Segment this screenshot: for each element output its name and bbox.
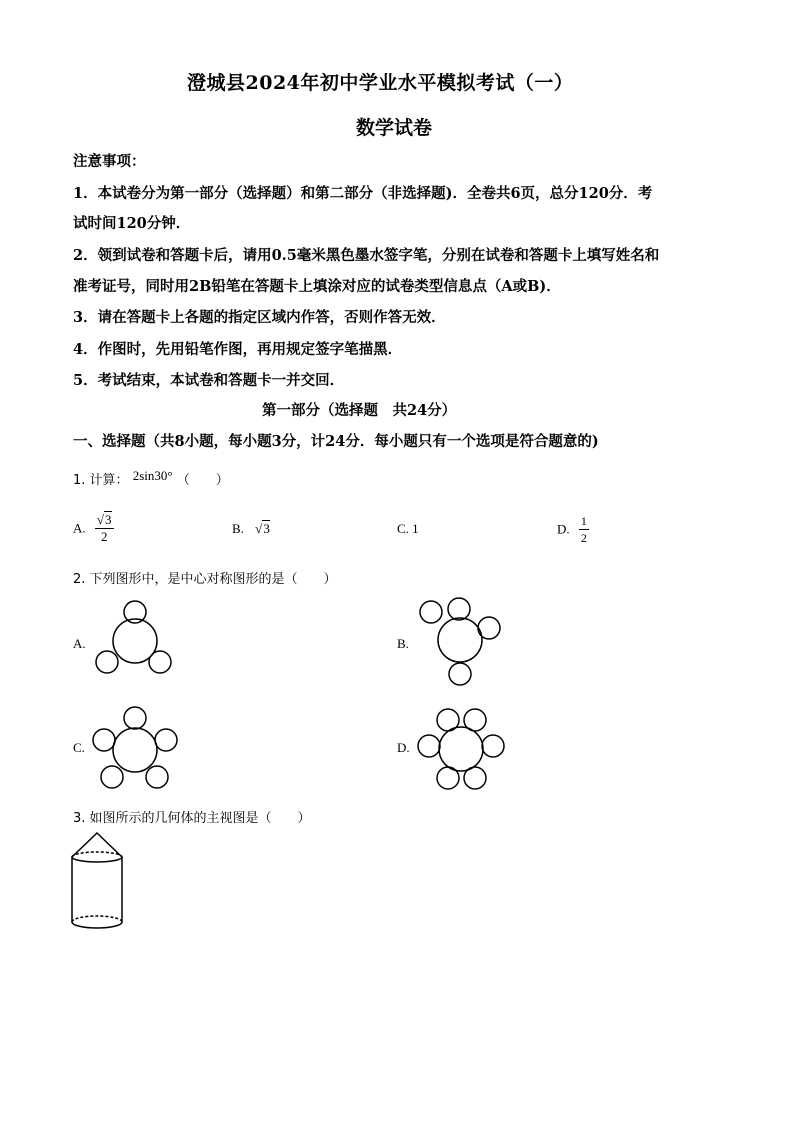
part1-title: 第一部分（选择题 共24分） <box>262 402 457 419</box>
notice-line-3: 2．领到试卷和答题卡后，请用0.5毫米黑色墨水签字笔，分别在试卷和答题卡上填写姓名和 <box>73 247 660 264</box>
q1-option-b-label: B. <box>232 521 244 536</box>
q3-stem: 3. 如图所示的几何体的主视图是（ ） <box>73 811 311 826</box>
q1-expression: 2sin30° <box>132 468 173 483</box>
q2-stem: 2. 下列图形中，是中心对称图形的是（ ） <box>73 572 337 587</box>
q2-option-a-label: A. <box>73 636 86 651</box>
q1-option-a-radicand: 3 <box>105 512 112 527</box>
q1-option-a-numerator: √3 <box>96 512 112 527</box>
q1-option-b-radicand: 3 <box>263 521 270 536</box>
q1-option-a-denominator: 2 <box>100 529 108 544</box>
q1-option-b: B. √3 <box>232 521 270 536</box>
notice-line-4: 准考证号，同时用2B铅笔在答题卡上填涂对应的试卷类型信息点（A或B)． <box>73 278 561 295</box>
q2-option-c-label: C. <box>73 740 85 755</box>
notice-line-5: 3．请在答题卡上各题的指定区域内作答，否则作答无效． <box>73 309 446 326</box>
cylinder-bottom-front-arc <box>72 922 122 928</box>
notice-line-2: 试时间120分钟． <box>73 215 191 232</box>
section-heading: 一、选择题（共8小题，每小题3分，计24分．每小题只有一个选项是符合题意的) <box>73 433 599 450</box>
q1-option-a-label: A. <box>73 520 86 536</box>
q1-option-c: C. 1 <box>397 521 419 536</box>
q1-stem-text: 1. 计算： <box>73 473 129 488</box>
cylinder-bottom-back-arc <box>72 916 122 922</box>
q2-option-b-label: B. <box>397 636 409 651</box>
exam-subtitle: 数学试卷 <box>356 117 433 139</box>
cylinder-top-front-arc <box>72 857 122 862</box>
exam-title: 澄城县2024年初中学业水平模拟考试（一） <box>187 72 574 94</box>
cylinder-top-back-arc <box>72 852 122 857</box>
q1-paren: （ ） <box>176 473 229 488</box>
q1-option-d-denominator: 2 <box>580 531 587 545</box>
notice-line-7: 5．考试结束，本试卷和答题卡一并交回． <box>73 372 345 389</box>
q2-option-d-label: D. <box>397 740 410 755</box>
q1-option-d-numerator: 1 <box>580 514 587 528</box>
notice-line-6: 4．作图时，先用铅笔作图，再用规定签字笔描黑． <box>73 341 403 358</box>
notice-heading: 注意事项： <box>73 153 146 170</box>
q1-option-d-label: D. <box>557 521 570 537</box>
cone-outline <box>72 833 122 857</box>
notice-line-1: 1．本试卷分为第一部分（选择题）和第二部分（非选择题)．全卷共6页，总分120分．考 <box>73 185 653 202</box>
